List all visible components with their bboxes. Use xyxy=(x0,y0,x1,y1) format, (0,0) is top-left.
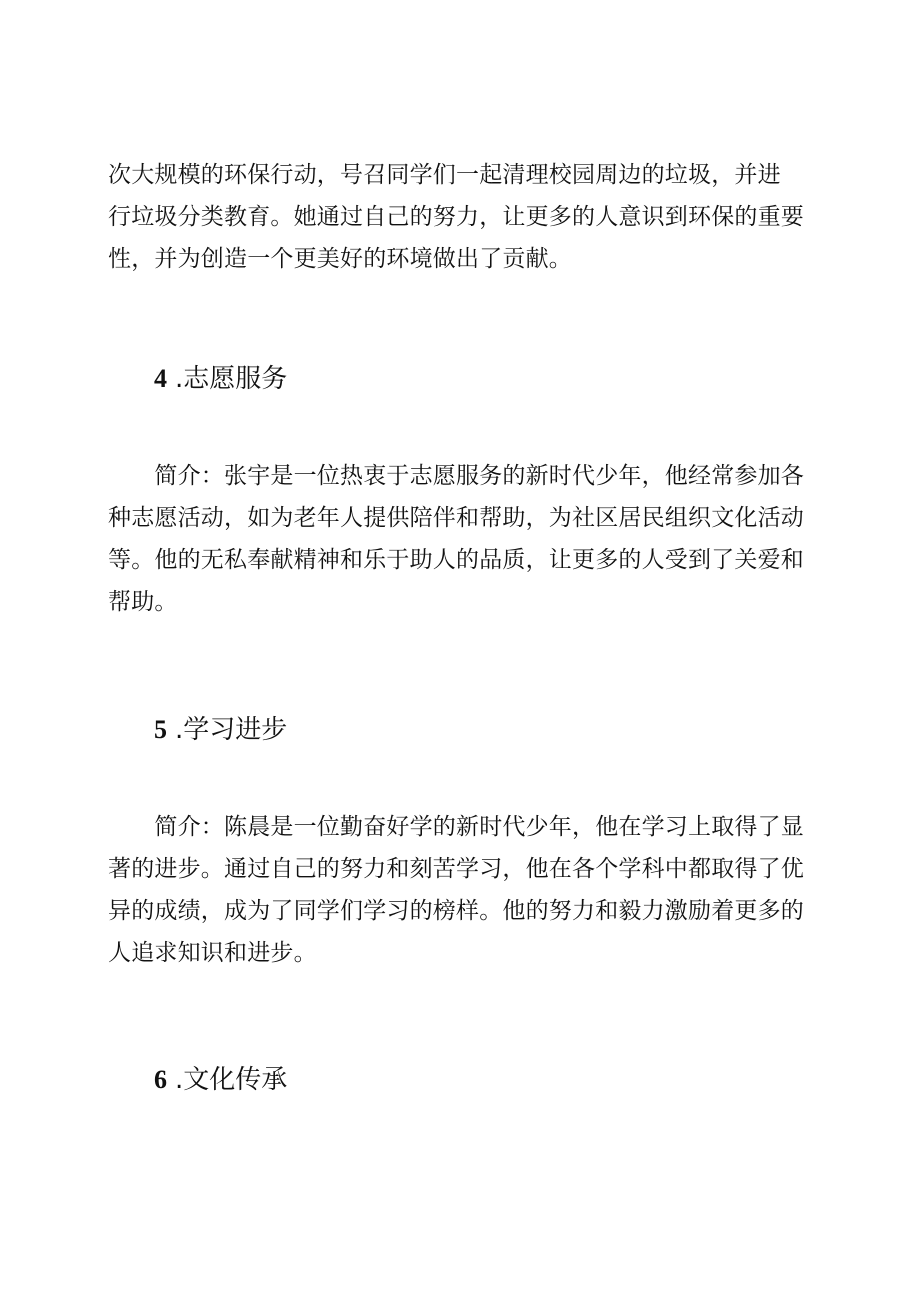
section-number: 4 xyxy=(154,364,167,393)
paragraph-line: 帮助。 xyxy=(108,589,178,615)
section-title: .文化传承 xyxy=(175,1065,288,1095)
section-title: .学习进步 xyxy=(175,715,288,745)
paragraph-line: 行垃圾分类教育。她通过自己的努力，让更多的人意识到环保的重要 xyxy=(108,204,804,230)
section-number: 5 xyxy=(154,715,167,744)
paragraph-line: 著的进步。通过自己的努力和刻苦学习，他在各个学科中都取得了优 xyxy=(108,856,804,882)
section-heading-study-progress xyxy=(154,712,287,748)
section-number: 6 xyxy=(154,1065,167,1094)
section-heading-cultural-heritage xyxy=(154,1062,287,1098)
paragraph-line: 简介：陈晨是一位勤奋好学的新时代少年，他在学习上取得了显 xyxy=(108,814,804,840)
paragraph-study-intro xyxy=(108,806,808,974)
paragraph-line: 性，并为创造一个更美好的环境做出了贡献。 xyxy=(108,246,572,272)
paragraph-line: 简介：张宇是一位热衷于志愿服务的新时代少年，他经常参加各 xyxy=(108,463,804,489)
paragraph-line: 异的成绩，成为了同学们学习的榜样。他的努力和毅力激励着更多的 xyxy=(108,898,804,924)
paragraph-line: 种志愿活动，如为老年人提供陪伴和帮助，为社区居民组织文化活动 xyxy=(108,505,804,531)
section-title: .志愿服务 xyxy=(175,364,288,394)
paragraph-volunteer-intro xyxy=(108,455,808,623)
paragraph-line: 人追求知识和进步。 xyxy=(108,940,317,966)
section-heading-volunteer-service xyxy=(154,361,287,397)
paragraph-environmental-action xyxy=(108,154,808,280)
paragraph-line: 等。他的无私奉献精神和乐于助人的品质，让更多的人受到了关爱和 xyxy=(108,547,804,573)
paragraph-line: 次大规模的环保行动，号召同学们一起清理校园周边的垃圾，并进 xyxy=(108,162,781,188)
